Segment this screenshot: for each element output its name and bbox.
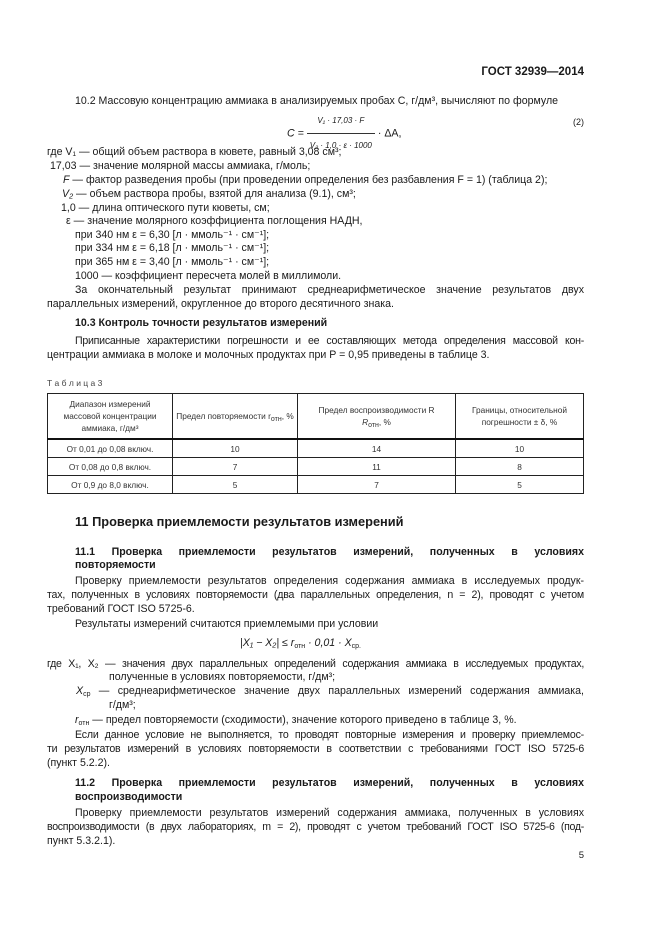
cell-r: 10 — [173, 439, 298, 458]
section-11-2-heading-cont: воспроизводимости — [75, 791, 183, 803]
paragraph-10-3: центрации аммиака в молоке и молочных продуктах при P = 0,95 приведены в таблице 3. — [47, 349, 490, 361]
where-item — [62, 188, 356, 201]
where-symbol: где V₁ — [47, 146, 77, 158]
cell-R: 7 — [298, 476, 456, 494]
where-item: $r_{отн}$ — предел повторяемости (сходимости), значение которого приведено в таблице 3, %. — [75, 714, 517, 727]
paragraph-11-1: требований ГОСТ ISO 5725-6. — [47, 603, 195, 615]
where-item: $X_{ср}$ — среднеарифметическое значение двух параллельных измерений содержания аммиака, — [76, 685, 584, 698]
cell-r: 5 — [173, 476, 298, 494]
paragraph-10-2-intro: 10.2 Массовую концентрацию аммиака в анализируемых пробах C, г/дм³, вычисляют по формуле — [75, 95, 559, 107]
paragraph-11-2: пункт 5.3.2.1). — [47, 835, 116, 847]
where-symbol: F — [63, 174, 70, 186]
table-3 — [47, 393, 584, 494]
where-text: — значение молярного коэффициента поглощения НАДН, — [70, 215, 363, 227]
paragraph-11-1-repeat: (пункт 5.2.2). — [47, 757, 110, 769]
paragraph-10-3: Приписанные характеристики погрешности и ее составляющих метода определения массовой кон- — [75, 335, 584, 347]
where-item-cont: г/дм³; — [109, 699, 136, 711]
where-symbol: V₂ — [62, 188, 74, 200]
formula-rhs: · ΔA, — [377, 127, 402, 140]
formula-numerator: V₁ · 17,03 · F — [307, 110, 375, 134]
section-11-heading: 11 Проверка приемлемости результатов измерений — [75, 514, 404, 529]
column-header-repeatability: Предел повторяемости $r_{отн}$, % — [173, 394, 298, 440]
section-10-3-heading: 10.3 Контроль точности результатов измерений — [75, 317, 328, 329]
where-text: — фактор разведения пробы (при проведении определения без разбавления F = 1) (таблица 2); — [69, 174, 548, 186]
table-header-row — [48, 394, 584, 440]
where-text: — общий объем раствора в кювете, равный 3,08 см³; — [76, 146, 342, 158]
where-symbol: ε — [66, 215, 71, 227]
column-header-reproducibility: Предел воспроизводимости R $R_{отн}$, % — [298, 394, 456, 440]
final-result-text: За окончательный результат принимают среднеарифметическое значение результатов двух — [75, 284, 584, 296]
where-text: — длина оптического пути кюветы, см; — [75, 202, 270, 214]
where-item — [63, 174, 547, 187]
cell-delta: 5 — [456, 476, 584, 494]
paragraph-11-1-repeat: ти результатов измерений в условиях повторяемости в соответствии с требованиями ГОСТ ISO 5725-6 — [47, 743, 584, 755]
acceptance-formula: $|X_1 - X_2| \le r_{отн} \cdot 0,01 \cdot X_{ср.}$ — [240, 637, 361, 650]
acceptance-condition-text: Результаты измерений считаются приемлемыми при условии — [75, 618, 379, 630]
cell-range: От 0,01 до 0,08 включ. — [48, 439, 173, 458]
cell-delta: 10 — [456, 439, 584, 458]
paragraph-11-2: воспроизводимости (в двух лабораториях, m = 2), проводят с учетом требований ГОСТ ISO 5725-6 (под- — [47, 821, 584, 833]
paragraph-11-1-repeat: Если данное условие не выполняется, то проводят повторные измерения и проверку приемлемос- — [75, 729, 584, 741]
table-row — [48, 439, 584, 458]
epsilon-value: при 365 нм ε = 3,40 [л · ммоль⁻¹ · см⁻¹]; — [75, 256, 270, 268]
epsilon-value: при 334 нм ε = 6,18 [л · ммоль⁻¹ · см⁻¹]; — [75, 242, 270, 254]
paragraph-11-1: тах, полученных в условиях повторяемости (два параллельных определения, n = 2), проводят с учетом — [47, 589, 584, 601]
epsilon-value: при 340 нм ε = 6,30 [л · ммоль⁻¹ · см⁻¹]; — [75, 229, 270, 241]
where-item — [61, 202, 270, 215]
final-result-text: параллельных измерений, округленное до второго десятичного знака. — [47, 298, 394, 310]
where-symbol: 17,03 — [50, 160, 77, 172]
table-row — [48, 476, 584, 494]
where-item — [66, 215, 362, 228]
where-item: где X₁, X₂ — значения двух параллельных определений содержания аммиака в исследуемых продуктах, — [47, 658, 584, 670]
paragraph-11-2: Проверку приемлемости результатов измерений содержания аммиака, полученных в условиях — [75, 807, 584, 819]
section-11-1-heading-cont: повторяемости — [75, 559, 156, 571]
where-item — [47, 146, 341, 159]
section-11-2-heading: 11.2 Проверка приемлемости результатов измерений, полученных в условиях — [75, 777, 584, 789]
document-id: ГОСТ 32939—2014 — [481, 66, 584, 78]
cell-range: От 0,08 до 0,8 включ. — [48, 458, 173, 476]
cell-r: 7 — [173, 458, 298, 476]
cell-R: 11 — [298, 458, 456, 476]
cell-R: 14 — [298, 439, 456, 458]
page-number: 5 — [578, 850, 584, 861]
where-text: — объем раствора пробы, взятой для анализа (9.1), см³; — [73, 188, 356, 200]
where-item — [50, 160, 310, 173]
column-header-error-bounds: Границы, относительной погрешности ± δ, % — [456, 394, 584, 440]
where-item-cont: полученные в условиях повторяемости, г/дм³; — [109, 671, 336, 683]
where-symbol: 1,0 — [61, 202, 76, 214]
cell-range: От 0,9 до 8,0 включ. — [48, 476, 173, 494]
section-11-1-heading: 11.1 Проверка приемлемости результатов измерений, полученных в условиях — [75, 546, 584, 558]
formula-number: (2) — [573, 117, 584, 127]
formula-lhs: C = — [287, 127, 304, 140]
paragraph-11-1: Проверку приемлемости результатов определения содержания аммиака в исследуемых продук- — [75, 575, 584, 587]
conversion-factor: 1000 — коэффициент пересчета молей в миллимоли. — [75, 270, 342, 282]
column-header-range: Диапазон измерений массовой концентрации аммиака, г/дм³ — [48, 394, 173, 440]
table-caption: Т а б л и ц а 3 — [47, 378, 103, 388]
cell-delta: 8 — [456, 458, 584, 476]
table-row — [48, 458, 584, 476]
where-text: — значение молярной массы аммиака, г/моль; — [76, 160, 311, 172]
formula-denominator: V₂ · 1,0 · ε · 1000 — [309, 141, 372, 150]
